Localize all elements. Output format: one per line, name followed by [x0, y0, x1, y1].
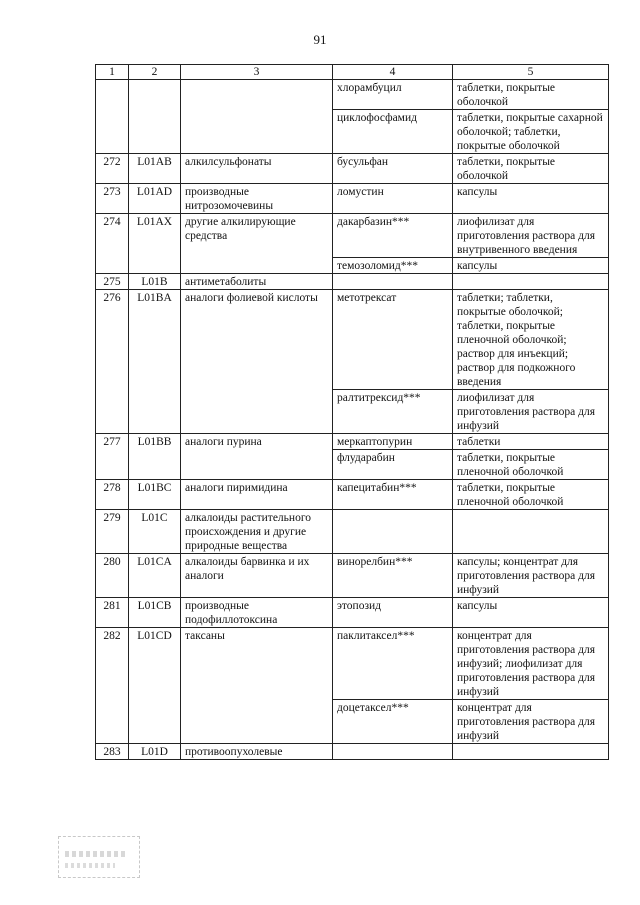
atc-code-cell: L01CD: [129, 628, 181, 744]
row-number-cell: 275: [96, 274, 129, 290]
row-number-cell: 281: [96, 598, 129, 628]
table-row: [96, 80, 609, 110]
atc-code-cell: L01BA: [129, 290, 181, 434]
table-row: [96, 184, 609, 214]
page-number: 91: [313, 32, 327, 47]
group-name-cell: антиметаболиты: [181, 274, 333, 290]
drug-name-cell: [333, 510, 453, 554]
row-number-cell: 282: [96, 628, 129, 744]
column-header: 1: [96, 65, 129, 80]
column-header: 5: [453, 65, 609, 80]
dosage-form-cell: таблетки, покрытые оболочкой: [453, 80, 609, 110]
dosage-form-cell: капсулы: [453, 598, 609, 628]
group-name-cell: алкалоиды барвинка и их аналоги: [181, 554, 333, 598]
table-body: [96, 80, 609, 760]
stamp-mark: [58, 836, 140, 878]
column-header: 2: [129, 65, 181, 80]
group-name-cell: производные нитрозомочевины: [181, 184, 333, 214]
atc-code-cell: L01CA: [129, 554, 181, 598]
atc-code-cell: L01BC: [129, 480, 181, 510]
drug-table: [95, 64, 609, 760]
table-row: [96, 154, 609, 184]
atc-code-cell: L01AX: [129, 214, 181, 274]
atc-code-cell: L01AD: [129, 184, 181, 214]
dosage-form-cell: концентрат для приготовления раствора для инфузий; лиофилизат для приготовления раствора для инфузий: [453, 628, 609, 700]
drug-name-cell: винорелбин***: [333, 554, 453, 598]
dosage-form-cell: таблетки, покрытые сахарной оболочкой; таблетки, покрытые оболочкой: [453, 110, 609, 154]
group-name-cell: алкилсульфонаты: [181, 154, 333, 184]
group-name-cell: [181, 80, 333, 154]
drug-name-cell: хлорамбуцил: [333, 80, 453, 110]
row-number-cell: 279: [96, 510, 129, 554]
row-number-cell: 280: [96, 554, 129, 598]
group-name-cell: аналоги пиримидина: [181, 480, 333, 510]
row-number-cell: 276: [96, 290, 129, 434]
table-row: [96, 744, 609, 760]
table-row: [96, 480, 609, 510]
row-number-cell: 277: [96, 434, 129, 480]
dosage-form-cell: таблетки; таблетки, покрытые оболочкой; таблетки, покрытые пленочной оболочкой; раствор для инъекций; раствор для подкожного введения: [453, 290, 609, 390]
drug-name-cell: ралтитрексид***: [333, 390, 453, 434]
drug-name-cell: паклитаксел***: [333, 628, 453, 700]
dosage-form-cell: [453, 744, 609, 760]
row-number-cell: 273: [96, 184, 129, 214]
dosage-form-cell: капсулы: [453, 258, 609, 274]
group-name-cell: аналоги фолиевой кислоты: [181, 290, 333, 434]
table-row: [96, 510, 609, 554]
dosage-form-cell: [453, 510, 609, 554]
group-name-cell: производные подофиллотоксина: [181, 598, 333, 628]
row-number-cell: 274: [96, 214, 129, 274]
drug-name-cell: дакарбазин***: [333, 214, 453, 258]
drug-name-cell: бусульфан: [333, 154, 453, 184]
table-row: [96, 274, 609, 290]
dosage-form-cell: капсулы: [453, 184, 609, 214]
atc-code-cell: L01CB: [129, 598, 181, 628]
drug-name-cell: доцетаксел***: [333, 700, 453, 744]
group-name-cell: противоопухолевые: [181, 744, 333, 760]
drug-name-cell: капецитабин***: [333, 480, 453, 510]
drug-name-cell: меркаптопурин: [333, 434, 453, 450]
drug-name-cell: ломустин: [333, 184, 453, 214]
drug-name-cell: [333, 744, 453, 760]
drug-name-cell: этопозид: [333, 598, 453, 628]
group-name-cell: таксаны: [181, 628, 333, 744]
atc-code-cell: L01AB: [129, 154, 181, 184]
atc-code-cell: L01C: [129, 510, 181, 554]
group-name-cell: алкалоиды растительного происхождения и другие природные вещества: [181, 510, 333, 554]
drug-name-cell: метотрексат: [333, 290, 453, 390]
table-row: [96, 434, 609, 450]
drug-name-cell: [333, 274, 453, 290]
dosage-form-cell: концентрат для приготовления раствора для инфузий: [453, 700, 609, 744]
row-number-cell: 278: [96, 480, 129, 510]
table-row: [96, 628, 609, 700]
table-row: [96, 214, 609, 258]
dosage-form-cell: таблетки, покрытые оболочкой: [453, 154, 609, 184]
drug-name-cell: циклофосфамид: [333, 110, 453, 154]
table-row: [96, 290, 609, 390]
dosage-form-cell: лиофилизат для приготовления раствора для инфузий: [453, 390, 609, 434]
row-number-cell: 283: [96, 744, 129, 760]
dosage-form-cell: [453, 274, 609, 290]
group-name-cell: аналоги пурина: [181, 434, 333, 480]
dosage-form-cell: таблетки, покрытые пленочной оболочкой: [453, 450, 609, 480]
atc-code-cell: L01BB: [129, 434, 181, 480]
column-header: 3: [181, 65, 333, 80]
atc-code-cell: L01D: [129, 744, 181, 760]
drug-name-cell: темозоломид***: [333, 258, 453, 274]
row-number-cell: 272: [96, 154, 129, 184]
dosage-form-cell: лиофилизат для приготовления раствора для внутривенного введения: [453, 214, 609, 258]
atc-code-cell: L01B: [129, 274, 181, 290]
dosage-form-cell: капсулы; концентрат для приготовления раствора для инфузий: [453, 554, 609, 598]
column-header: 4: [333, 65, 453, 80]
table-row: [96, 598, 609, 628]
row-number-cell: [96, 80, 129, 154]
atc-code-cell: [129, 80, 181, 154]
table-row: [96, 554, 609, 598]
drug-name-cell: флударабин: [333, 450, 453, 480]
group-name-cell: другие алкилирующие средства: [181, 214, 333, 274]
dosage-form-cell: таблетки, покрытые пленочной оболочкой: [453, 480, 609, 510]
dosage-form-cell: таблетки: [453, 434, 609, 450]
header-row: [96, 65, 609, 80]
